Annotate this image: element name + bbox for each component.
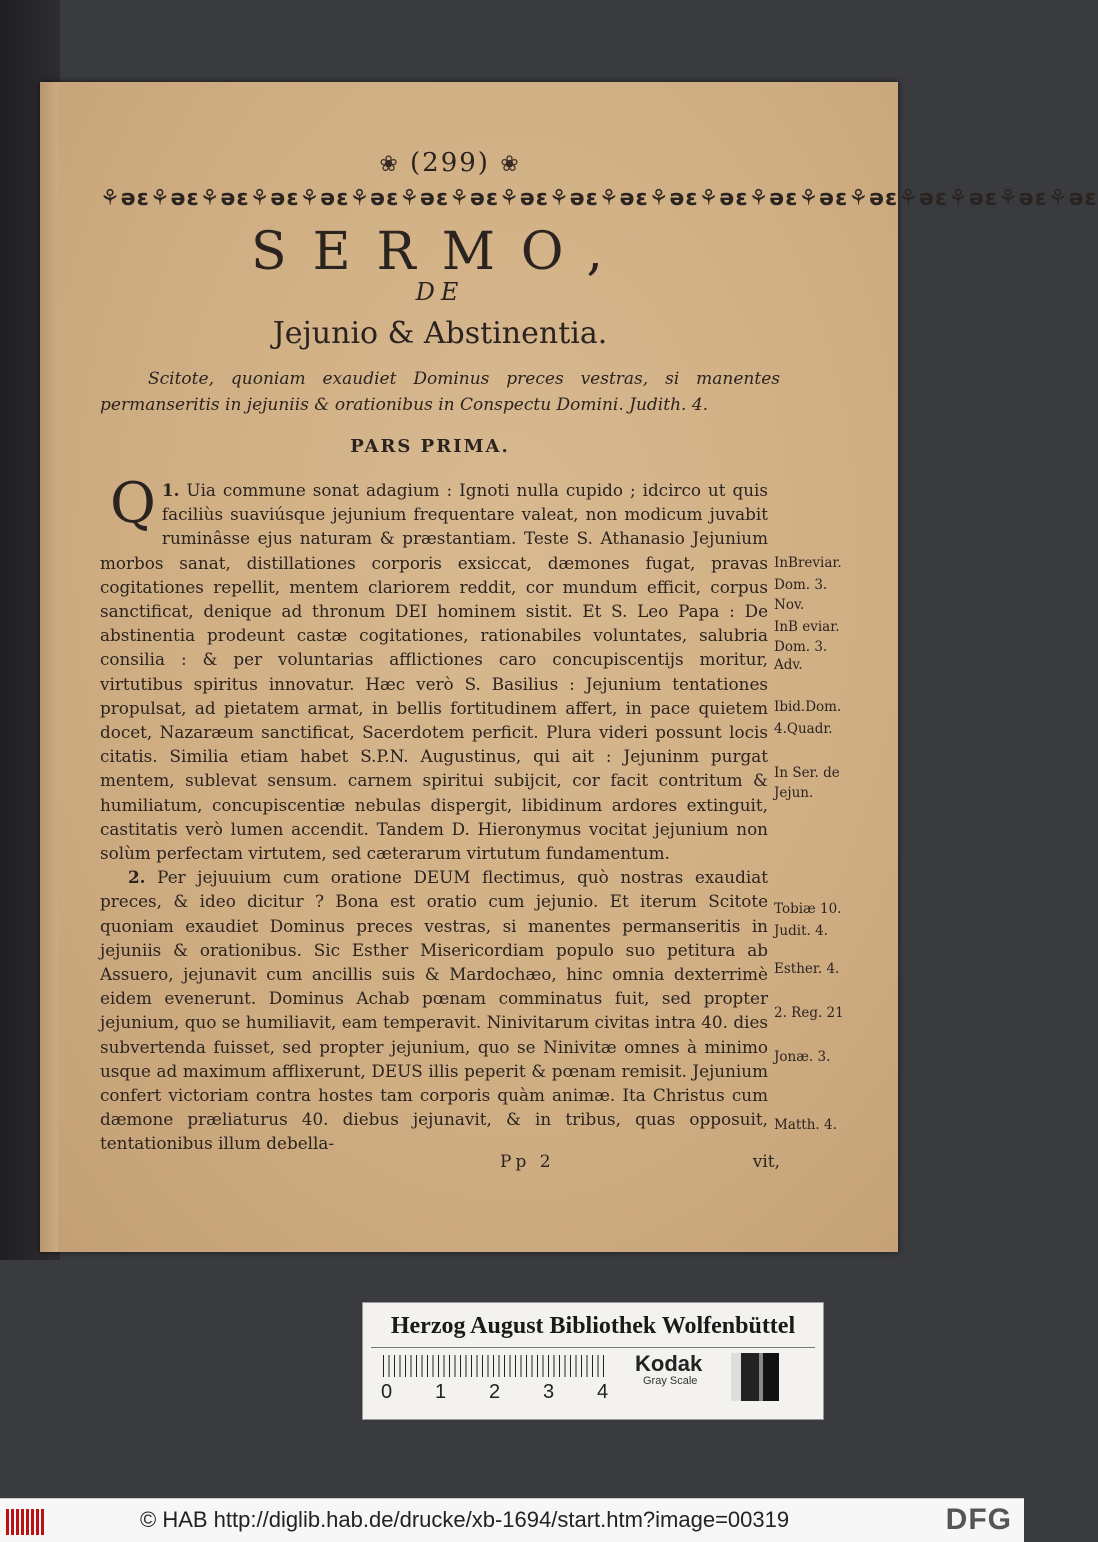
margin-note: 4.Quadr. xyxy=(774,721,833,737)
motto-quote: Scitote, quoniam exaudiet Dominus preces vestras, si manentes permanseritis in jejuniis & orationibus in Conspectu Domini. Judith. 4. xyxy=(100,369,780,415)
margin-note: Judit. 4. xyxy=(774,923,828,939)
sermon-subtitle: Jejunio & Abstinentia. xyxy=(272,316,608,351)
gray-swatch xyxy=(731,1353,741,1401)
dfg-logo: DFG xyxy=(945,1503,1012,1536)
header-ornament-right-icon: ❀ xyxy=(500,152,521,177)
ruler-number: 2 xyxy=(489,1381,501,1403)
ruler-number: 3 xyxy=(543,1381,555,1403)
ruler-number: 0 xyxy=(381,1381,393,1403)
hab-logo-icon xyxy=(6,1509,46,1535)
kodak-logo: Kodak xyxy=(635,1351,703,1376)
ornamental-border: ⚘ǝɛ⚘ǝɛ⚘ǝɛ⚘ǝɛ⚘ǝɛ⚘ǝɛ⚘ǝɛ⚘ǝɛ⚘ǝɛ⚘ǝɛ⚘ǝɛ⚘ǝɛ⚘ǝɛ⚘ǝɛ⚘ǝɛ⚘ǝɛ⚘ǝɛ⚘ǝɛ⚘ǝɛ⚘ǝɛ xyxy=(100,186,1098,211)
page-number: (299) xyxy=(410,148,490,178)
catchword: vit, xyxy=(752,1152,780,1172)
gray-scale-label: Gray Scale xyxy=(643,1375,698,1387)
library-label-card xyxy=(362,1302,824,1420)
measurement-ruler xyxy=(383,1355,605,1377)
label-divider xyxy=(371,1347,815,1348)
ruler-number: 4 xyxy=(597,1381,609,1403)
viewer-footer xyxy=(0,1498,1024,1542)
body-text xyxy=(100,471,768,1156)
margin-note: Dom. 3. xyxy=(774,639,828,655)
paragraph-2-text: Per jejuuium cum oratione DEUM flectimus, quò nostras exaudiat preces, & ideo dicitur ? Bona est oratio cum jejunio. Et iterum Scitote quoniam exaudiet Dominus preces vestras, si manentes permanseritis in jejuniis & orationibus. Sic Esther Misericordiam populo suo petitura ab Assuero, jejunavit cum ancillis suis & Mardochæo, hinc omnia dexterrimè eidem evenerunt. Dominus Achab pœnam comminatus fuit, sed propter jejunium, quo se humiliavit, eam temperavit. Ninivitarum civitas intra 40. dies subvertenda fuisset, sed propter jejunium, quo se Ninivitæ omnes à minimo usque ad maximum afflixerunt, DEUS illis peperit & pœnam remisit. Jejunium confert victoriam contra hostes tam corporis quàm animæ. Ita Christus cum dæmone præliaturus 40. diebus jejunavit, & in tribus, quas opposuit, tentationibus illum debella- xyxy=(100,867,768,1154)
paragraph-number: 2. xyxy=(128,867,146,888)
margin-note: 2. Reg. 21 xyxy=(774,1005,844,1021)
margin-note: InBreviar. xyxy=(774,555,842,571)
paragraph-2 xyxy=(100,865,768,1155)
margin-note: Nov. xyxy=(774,597,805,613)
gray-swatch xyxy=(741,1353,759,1401)
source-url[interactable]: © HAB http://diglib.hab.de/drucke/xb-1694/start.htm?image=00319 xyxy=(140,1507,790,1532)
page-gutter xyxy=(40,82,58,1252)
page-header xyxy=(330,148,570,178)
margin-note: In Ser. de xyxy=(774,765,840,781)
margin-note: Esther. 4. xyxy=(774,961,840,977)
margin-note: Dom. 3. xyxy=(774,577,828,593)
sermon-title: SERMO, xyxy=(250,222,630,282)
margin-note: Adv. xyxy=(774,657,803,673)
margin-note: Matth. 4. xyxy=(774,1117,837,1133)
paragraph-1 xyxy=(100,471,768,865)
catchline xyxy=(100,1152,780,1176)
margin-note: Jonæ. 3. xyxy=(774,1049,831,1065)
margin-note: Jejun. xyxy=(774,785,814,801)
header-ornament-left-icon: ❀ xyxy=(379,152,400,177)
drop-cap: Q xyxy=(110,471,156,536)
paragraph-number: 1. xyxy=(161,480,180,500)
title-de: DE xyxy=(415,278,465,306)
signature-mark: Pp 2 xyxy=(500,1152,555,1172)
gray-scale-swatches xyxy=(731,1353,779,1401)
paragraph-1-text: Uia commune sonat adagium : Ignoti nulla cupido ; idcirco ut quis faciliùs suaviúsque jejunium frequentare valeat, non modicum juvabit ruminâsse ejus naturam & præstantiam. Teste S. Athanasio Jejunium morbos sanat, distillationes corporis exsiccat, dæmones fugat, pravas cogitationes repellit, mentem clariorem reddit, cor mundum efficit, corpus sanctificat, denique ad thronum DEI hominem sistit. Et S. Leo Papa : De abstinentia prodeunt castæ cogitationes, rationabiles voluntates, salubria consilia : & per voluntarias afflictiones caro concupiscentijs moritur, virtutibus spiritus innovatur. Hæc verò S. Basilius : Jejunium tentationes propulsat, ad pietatem armat, in bellis fortitudinem affert, in pace quietem docet, Nazaræum sanctificat, Sacerdotem perficit. Plura videri possunt locis citatis. Similia etiam habet S.P.N. Augustinus, qui ait : Jejuninm purgat mentem, sublevat sensum. carnem spiritui subijcit, cor facit contritum & humiliatum, concupiscentiæ nebulas dispergit, libidinum ardores extinguit, castitatis verò lumen accendit. Tandem D. Hieronymus vocitat jejunium non solùm perfectam virtutem, sed cæterarum virtutum fundamentum. xyxy=(100,480,768,864)
library-name: Herzog August Bibliothek Wolfenbüttel xyxy=(390,1313,796,1339)
margin-note: Ibid.Dom. xyxy=(774,699,842,715)
gray-swatch xyxy=(763,1353,779,1401)
part-title: PARS PRIMA. xyxy=(350,436,510,457)
margin-note: InB eviar. xyxy=(774,619,840,635)
ruler-number: 1 xyxy=(435,1381,447,1403)
margin-note: Tobiæ 10. xyxy=(774,901,842,917)
